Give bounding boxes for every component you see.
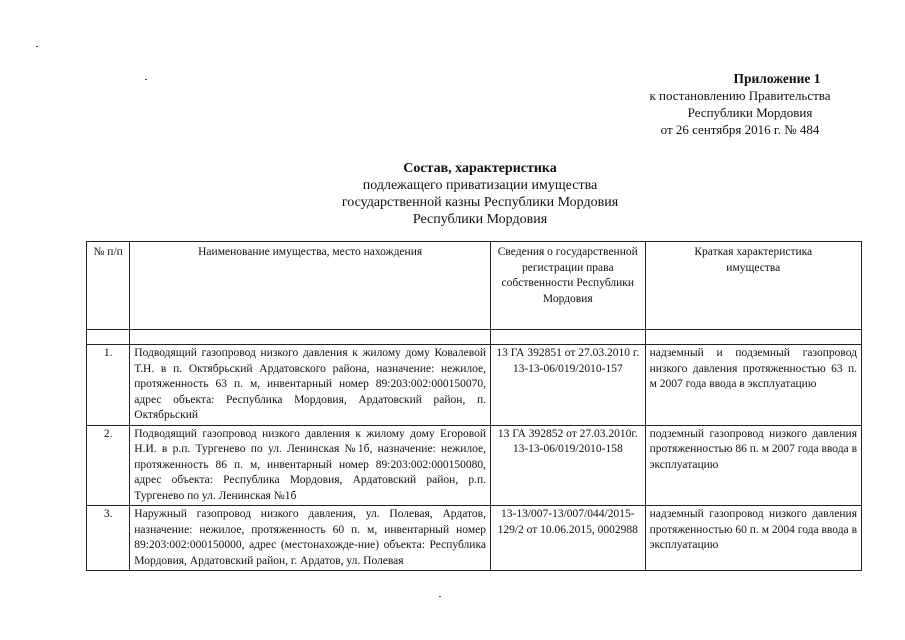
row-name: Наружный газопровод низкого давления, ул. Полевая, Ардатов, назначение: нежилое, протяженность 60 п. м, инвентарный номер 89:203:002:000150000, адрес (местонахожде-ние) объекта: Республика Мордовия, Ардатовский район, г. Ардатов, ул. Полевая [130, 506, 491, 571]
table-row [87, 345, 862, 426]
header-registration: Сведения о государственной регистрации права собственности Республики Мордовия [490, 242, 645, 330]
header-name: Наименование имущества, место нахождения [130, 242, 491, 330]
heading-title: Состав, характеристика [403, 161, 557, 176]
heading-line: Республики Мордовия [412, 212, 548, 227]
header-spacer-row [87, 330, 862, 345]
row-description: надземный и подземный газопровод низкого давления протяженностью 63 п. м 2007 года ввода в эксплуатацию [645, 345, 861, 426]
row-description: подземный газопровод низкого давления протяженностью 86 п. м 2007 года ввода в эксплуатацию [645, 425, 861, 506]
header-num: № п/п [87, 242, 130, 330]
row-number: 1. [87, 345, 130, 426]
scan-speck [145, 79, 147, 80]
appendix-line: Республики Мордовия [687, 105, 813, 120]
row-description: надземный газопровод низкого давления протяженностью 60 п. м 2004 года ввода в эксплуатацию [645, 506, 861, 571]
scan-speck [439, 596, 441, 597]
appendix-line: от 26 сентября 2016 г. № 484 [660, 122, 820, 137]
document-heading [280, 160, 680, 228]
appendix-line: к постановлению Правительства [649, 88, 831, 103]
heading-line: подлежащего приватизации имущества [362, 178, 598, 193]
row-registration: 13 ГА 392852 от 27.03.2010г. 13-13-06/019/2010-158 [490, 425, 645, 506]
row-number: 2. [87, 425, 130, 506]
heading-line: государственной казны Республики Мордовия [341, 195, 619, 210]
table-row [87, 425, 862, 506]
row-registration: 13 ГА 392851 от 27.03.2010 г. 13-13-06/019/2010-157 [490, 345, 645, 426]
row-registration: 13-13/007-13/007/044/2015-129/2 от 10.06.2015, 0002988 [490, 506, 645, 571]
appendix-block [600, 70, 880, 138]
header-description: Краткая характеристика имущества [645, 242, 861, 330]
appendix-title: Приложение 1 [733, 71, 821, 86]
row-name: Подводящий газопровод низкого давления к жилому дому Ковалевой Т.Н. в п. Октябрьский Ардатовского района, назначение: нежилое, протяженность 63 п. м, инвентарный номер 89:203:002:000150070, адрес объекта: Республика Мордовия, Ардатовский район, п. Октябрьский [130, 345, 491, 426]
row-name: Подводящий газопровод низкого давления к жилому дому Егоровой Н.И. в р.п. Тургенево по ул. Ленинская №1б, назначение: нежилое, протяженность 86 п. м, инвентарный номер 89:203:002:000150080, адрес объекта: Республика Мордовия, Ардатовский район, р.п. Тургенево по ул. Ленинская №1б [130, 425, 491, 506]
table-row [87, 506, 862, 571]
property-table [86, 241, 862, 571]
scan-speck [36, 46, 38, 47]
row-number: 3. [87, 506, 130, 571]
table-header-row [87, 242, 862, 330]
